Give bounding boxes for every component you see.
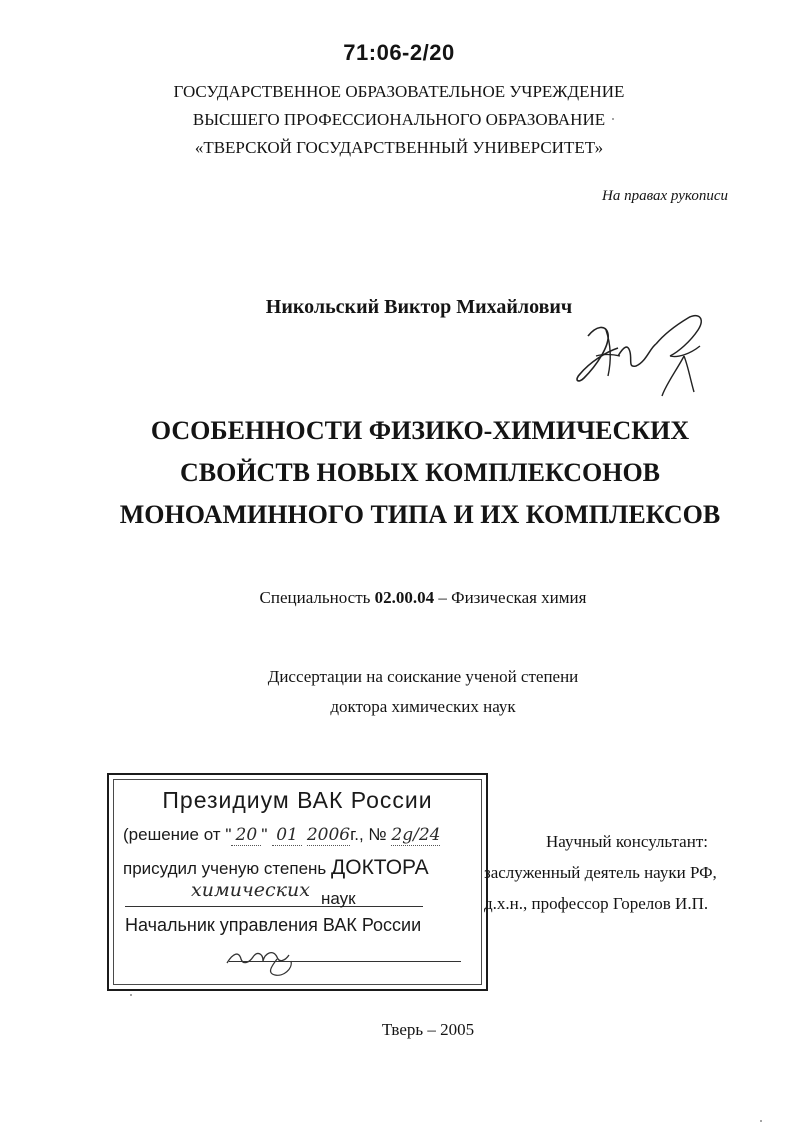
- title-line-2: СВОЙСТВ НОВЫХ КОМПЛЕКСОНОВ: [179, 458, 661, 487]
- title-line-1: ОСОБЕННОСТИ ФИЗИКО-ХИМИЧЕСКИХ: [150, 416, 690, 445]
- specialty-code: 02.00.04: [374, 588, 435, 607]
- specialty-line: [0, 588, 798, 608]
- stamp-field-suffix: наук: [321, 889, 356, 908]
- institution-line-3: «ТВЕРСКОЙ ГОСУДАРСТВЕННЫЙ УНИВЕРСИТЕТ»: [194, 138, 604, 157]
- specialty-label: Специальность: [259, 588, 371, 607]
- stamp-signature: [219, 933, 329, 977]
- stamp-year: 2006: [306, 825, 351, 845]
- stamp-day: 20: [231, 825, 261, 846]
- specialty-name: – Физическая химия: [438, 588, 587, 607]
- stamp-awarded-line: [123, 856, 429, 880]
- consultant-line-1: заслуженный деятель науки РФ,: [484, 863, 717, 882]
- scan-speck: [760, 1120, 762, 1122]
- stamp-year-suffix: г., №: [350, 825, 387, 844]
- degree-sought: [0, 662, 798, 722]
- stamp-field-underline: [125, 906, 423, 907]
- stamp-signature-line: [229, 961, 461, 962]
- institution-line-1: ГОСУДАРСТВЕННОЕ ОБРАЗОВАТЕЛЬНОЕ УЧРЕЖДЕНИЕ: [173, 82, 625, 101]
- stamp-degree: ДОКТОРА: [331, 856, 429, 879]
- degree-line-2: доктора химических наук: [330, 697, 516, 716]
- institution-line-2: ВЫСШЕГО ПРОФЕССИОНАЛЬНОГО ОБРАЗОВАНИЕ: [192, 110, 606, 129]
- scan-speck: [612, 118, 614, 120]
- stamp-decision-line: (решение от " 20 " 01 2006г., № 2g/24: [123, 825, 441, 845]
- stamp-month: 01: [272, 825, 302, 846]
- stamp-title: Президиум ВАК России: [162, 787, 433, 813]
- consultant-block: [484, 826, 717, 919]
- manuscript-rights-note: На правах рукописи: [602, 188, 728, 204]
- stamp-decision-prefix: (решение от ": [123, 825, 232, 844]
- institution-block: [0, 78, 798, 162]
- vak-stamp: [107, 773, 488, 991]
- dissertation-title: [0, 410, 798, 536]
- author-name: Никольский Виктор Михайлович: [265, 296, 573, 318]
- stamp-head-title: Начальник управления ВАК России: [125, 915, 422, 935]
- author-signature: [566, 296, 716, 400]
- title-line-3: МОНОАМИННОГО ТИПА И ИХ КОМПЛЕКСОВ: [119, 500, 721, 529]
- scan-speck: [130, 994, 132, 996]
- stamp-awarded-text: присудил ученую степень: [123, 859, 327, 878]
- stamp-field-handwritten: химических: [191, 879, 310, 901]
- degree-line-1: Диссертации на соискание ученой степени: [267, 667, 579, 686]
- consultant-title: Научный консультант:: [546, 832, 708, 851]
- consultant-line-2: д.х.н., профессор Горелов И.П.: [484, 894, 709, 913]
- city-year: Тверь – 2005: [381, 1020, 475, 1039]
- archive-code: 71:06-2/20: [343, 40, 455, 65]
- stamp-number: 2g/24: [391, 825, 441, 845]
